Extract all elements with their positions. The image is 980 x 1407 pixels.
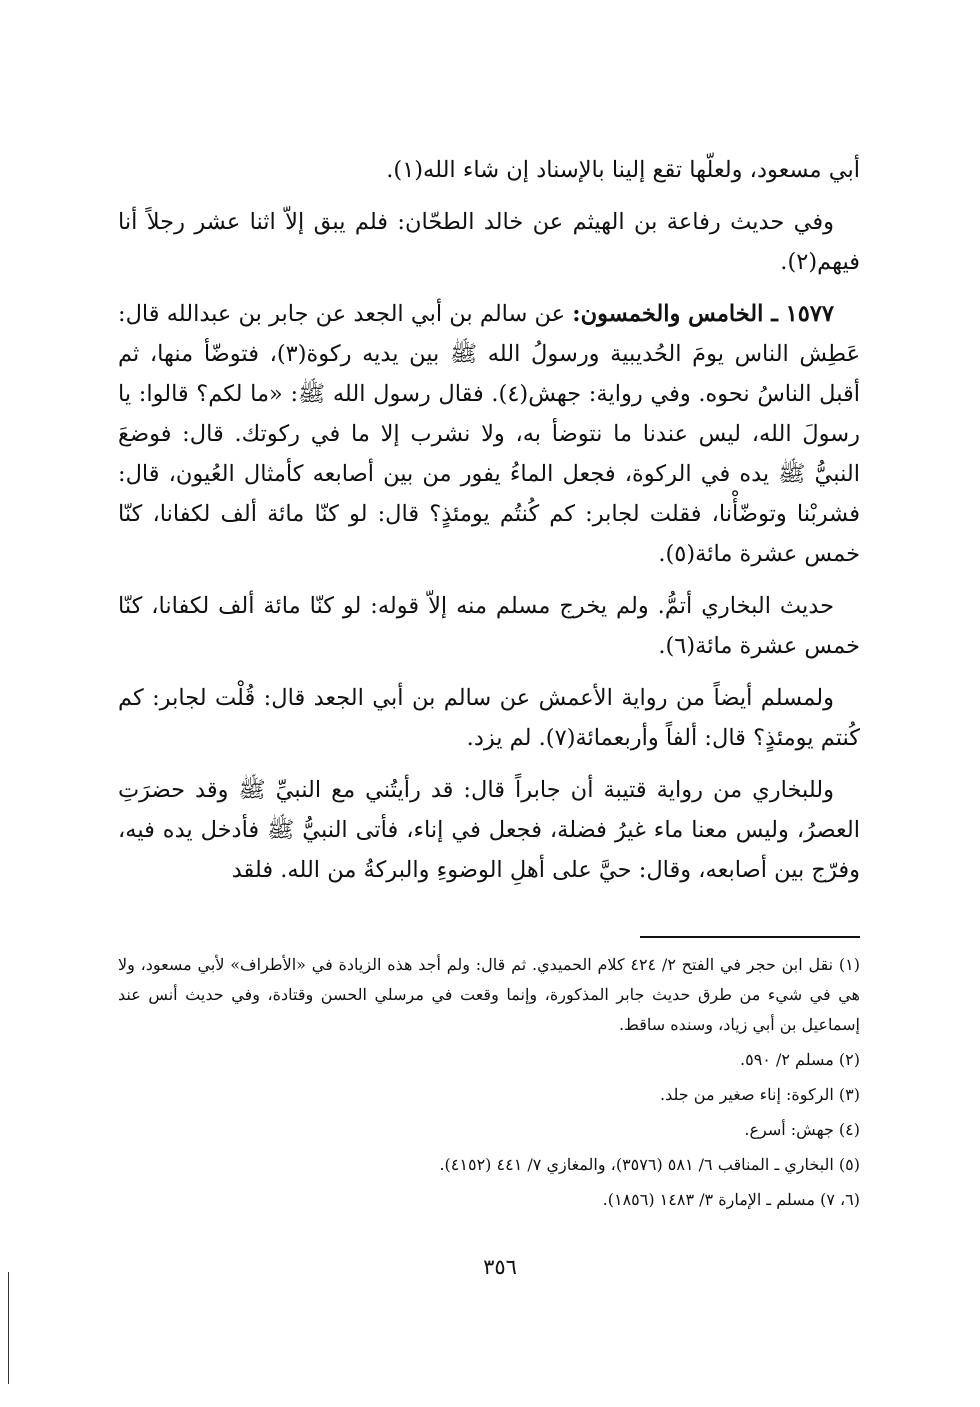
footnote-3: (٣) الركوة: إناء صغير من جلد. — [660, 1085, 860, 1104]
footnote-5: (٥) البخاري ـ المناقب ٦/ ٥٨١ (٣٥٧٦)، والمغازي ٧/ ٤٤١ (٤١٥٢). — [439, 1155, 860, 1174]
scan-edge-line — [8, 1272, 9, 1384]
footnote-1: (١) نقل ابن حجر في الفتح ٢/ ٤٢٤ كلام الحميدي. ثم قال: ولم أجد هذه الزيادة في «الأطراف» لأبي مسعود، ولا هي في شيء من طرق حديث جابر المذكورة، وإنما وقعت في مرسلي الحسن وقتادة، وفي حديث أنس عند إسماعيل بن أبي زياد، وسنده ساقط. — [118, 955, 860, 1034]
paragraph-3 — [118, 294, 860, 574]
paragraph-4: حديث البخاري أتمُّ. ولم يخرج مسلم منه إلاّ قوله: لو كنّا مائة ألف لكفانا، كنّا خمس عشرة مائة(٦). — [118, 593, 860, 659]
page-number: ٣٥٦ — [483, 1255, 517, 1279]
footnote-4: (٤) جهش: أسرع. — [744, 1120, 860, 1139]
main-text — [118, 150, 860, 902]
paragraph-5: ولمسلم أيضاً من رواية الأعمش عن سالم بن أبي الجعد قال: قُلْت لجابر: كم كُنتم يومئذٍ؟ قال: ألفاً وأربعمائة(٧). لم يزد. — [118, 685, 860, 751]
footnotes — [118, 950, 860, 1220]
paragraph-6: وللبخاري من رواية قتيبة أن جابراً قال: قد رأيتُني مع النبيِّ ﷺ وقد حضرَتِ العصرُ، وليس معنا ماء غيرُ فضلة، فجعل في إناء، فأتى النبيُّ ﷺ فأدخل يده فيه، وفرّج بين أصابعه، وقال: حيَّ على أهلِ الوضوءِ والبركةُ من الله. فلقد — [118, 777, 860, 883]
footnote-separator — [640, 936, 860, 938]
hadith-number: ١٥٧٧ ـ الخامس والخمسون: — [572, 301, 835, 327]
hadith-text: عن سالم بن أبي الجعد عن جابر بن عبدالله قال: عَطِش الناس يومَ الحُديبية ورسولُ الله ﷺ بين يديه ركوة(٣)، فتوضّأ منها، ثم أقبل الناسُ نحوه. وفي رواية: جهش(٤). فقال رسول الله ﷺ: «ما لكم؟ قالوا: يا رسولَ الله، ليس عندنا ما نتوضأ به، ولا نشرب إلا ما في ركوتك. قال: فوضعَ النبيُّ ﷺ يده في الركوة، فجعل الماءُ يفور من بين أصابعه كأمثال العُيون، قال: فشربْنا وتوضّأْنا، فقلت لجابر: كم كُنتُم يومئذٍ؟ قال: لو كنّا مائة ألف لكفانا، كنّا خمس عشرة مائة(٥). — [118, 301, 861, 567]
footnote-6-7: (٦، ٧) مسلم ـ الإمارة ٣/ ١٤٨٣ (١٨٥٦). — [602, 1190, 860, 1209]
footnote-2: (٢) مسلم ٢/ ٥٩٠. — [740, 1050, 860, 1069]
paragraph-1: أبي مسعود، ولعلّها تقع إلينا بالإسناد إن شاء الله(١). — [386, 157, 860, 183]
paragraph-2: وفي حديث رفاعة بن الهيثم عن خالد الطحّان: فلم يبق إلاّ اثنا عشر رجلاً أنا فيهم(٢). — [118, 209, 860, 275]
